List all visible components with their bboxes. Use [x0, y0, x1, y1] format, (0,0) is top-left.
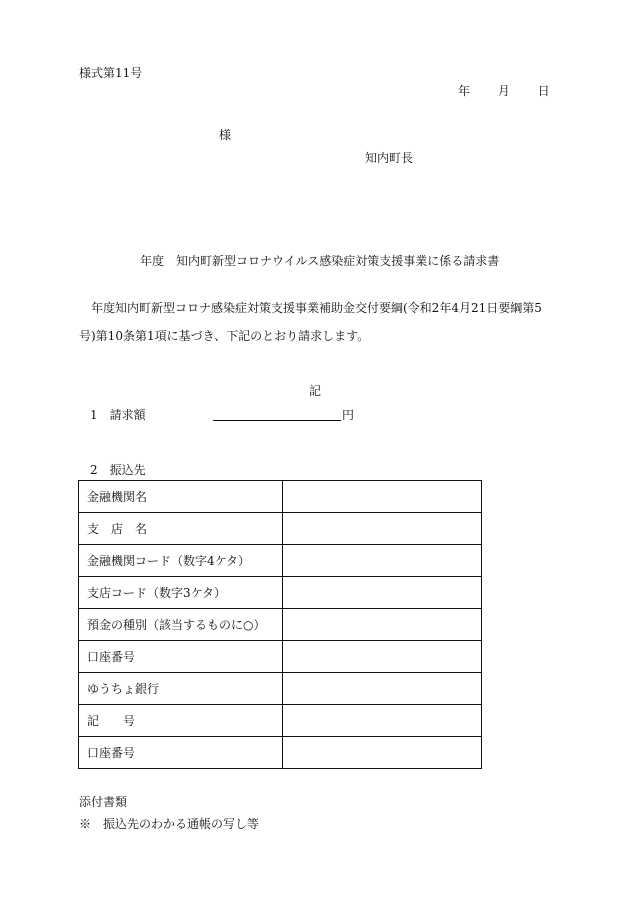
row-label: 金融機関コード（数字4ケタ） — [79, 545, 283, 577]
issuer: 知内町長 — [365, 151, 414, 165]
transfer-heading: 2 振込先 — [90, 463, 146, 477]
row-value-cell[interactable] — [283, 481, 482, 513]
row-value-cell[interactable] — [283, 545, 482, 577]
date-day: 日 — [537, 84, 550, 98]
table-row — [79, 513, 482, 545]
table-row — [79, 705, 482, 737]
amount-unit: 円 — [342, 408, 355, 422]
row-value-cell[interactable] — [283, 577, 482, 609]
row-value-cell[interactable] — [283, 737, 482, 769]
amount-label: 1 請求額 — [90, 408, 146, 422]
row-value-cell[interactable] — [283, 609, 482, 641]
table-row — [79, 481, 482, 513]
bank-info-table — [78, 480, 482, 769]
attachments-item: ※ 振込先のわかる通帳の写し等 — [79, 817, 260, 831]
form-number: 様式第11号 — [79, 66, 143, 80]
table-row — [79, 577, 482, 609]
amount-input-line[interactable] — [213, 420, 341, 421]
ki-heading: 記 — [309, 384, 322, 398]
attachments-heading: 添付書類 — [79, 795, 128, 809]
row-label: 支店コード（数字3ケタ） — [79, 577, 283, 609]
date-line — [458, 84, 550, 98]
row-label: 預金の種別（該当するものに○） — [79, 609, 283, 641]
body-text: 年度知内町新型コロナ感染症対策支援事業補助金交付要綱(令和2年4月21日要綱第5号)第10条第1項に基づき、下記のとおり請求します。 — [79, 301, 542, 343]
table-row — [79, 673, 482, 705]
date-month: 月 — [497, 84, 510, 98]
row-value-cell[interactable] — [283, 705, 482, 737]
table-row — [79, 641, 482, 673]
row-value-cell[interactable] — [283, 641, 482, 673]
table-row — [79, 737, 482, 769]
row-label: 記 号 — [79, 705, 283, 737]
row-label: ゆうちょ銀行 — [79, 673, 283, 705]
row-label: 金融機関名 — [79, 481, 283, 513]
document-title: 年度 知内町新型コロナウイルス感染症対策支援事業に係る請求書 — [140, 254, 500, 268]
row-label: 口座番号 — [79, 641, 283, 673]
table-row — [79, 545, 482, 577]
row-value-cell[interactable] — [283, 673, 482, 705]
addressee: 様 — [219, 128, 232, 142]
table-row — [79, 609, 482, 641]
row-label: 口座番号 — [79, 737, 283, 769]
row-value-cell[interactable] — [283, 513, 482, 545]
date-year: 年 — [458, 84, 471, 98]
row-label: 支 店 名 — [79, 513, 283, 545]
